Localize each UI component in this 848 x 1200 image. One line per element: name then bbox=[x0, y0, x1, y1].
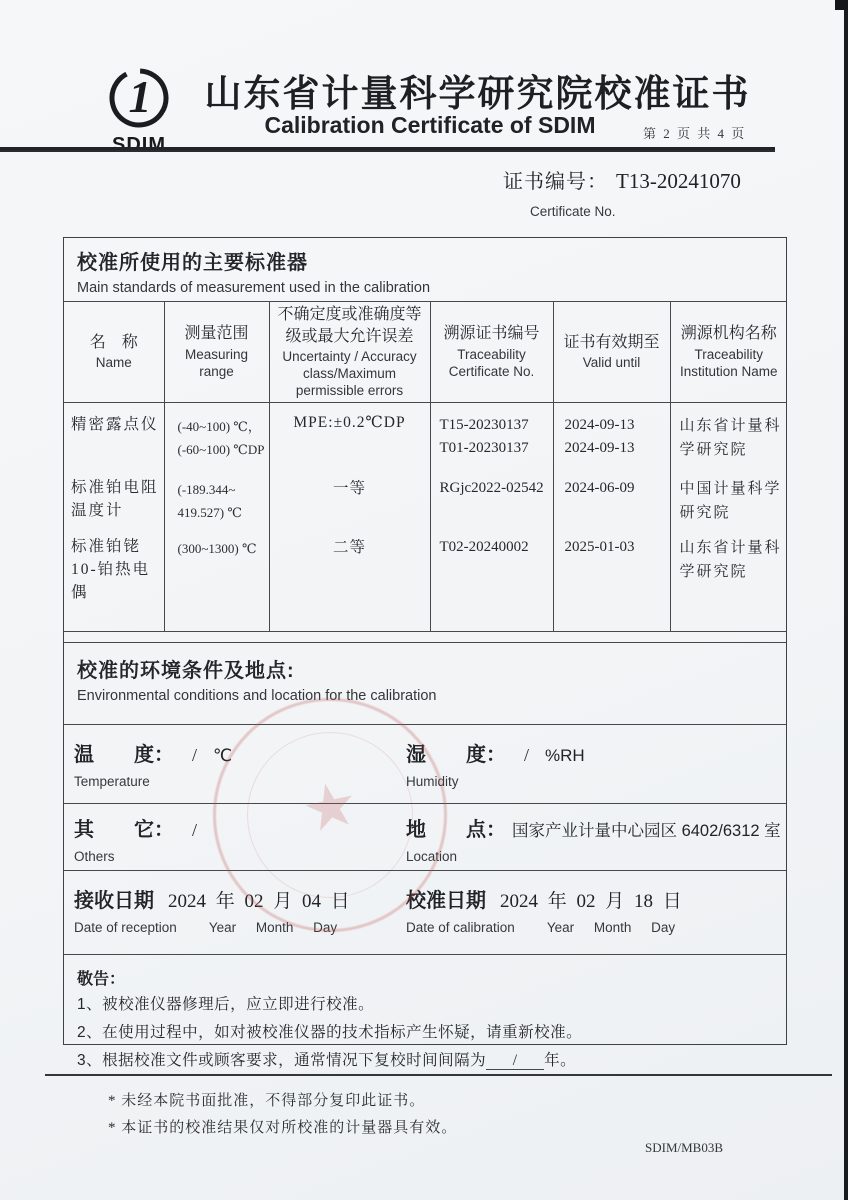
humidity-cell bbox=[406, 725, 786, 803]
form-code: SDIM/MB03B bbox=[645, 1140, 724, 1155]
calibration-units-en: Year Month Day bbox=[546, 919, 676, 935]
reception-date-label-en bbox=[74, 920, 406, 935]
scan-edge-right bbox=[844, 0, 848, 1200]
col-header-range bbox=[164, 302, 269, 402]
certificate-number-label-cn: 证书编号： bbox=[503, 171, 608, 193]
notice-title: 敬告： bbox=[77, 970, 126, 988]
environment-section-title bbox=[64, 642, 786, 725]
standards-header-row bbox=[64, 302, 787, 402]
humidity-line bbox=[406, 738, 786, 767]
header-divider bbox=[0, 147, 775, 152]
scan-corner-top-right bbox=[835, 0, 848, 10]
calibration-date-cell bbox=[406, 871, 786, 954]
col-header-institution bbox=[670, 302, 787, 402]
location-value: 国家产业计量中心园区 6402/6312 室 bbox=[512, 821, 781, 840]
logo-text: SDIM bbox=[112, 134, 166, 156]
form-box bbox=[63, 237, 787, 1069]
standards-title-en: Main standards of measurement used in the calibration bbox=[77, 280, 431, 296]
notice-item-1: 1、被校准仪器修理后，应立即进行校准。 bbox=[77, 995, 375, 1013]
others-line bbox=[74, 813, 406, 842]
measuring-range: (300~1300) ℃ bbox=[177, 541, 257, 557]
footer-divider bbox=[45, 1074, 832, 1076]
range-line: 419.527) ℃ bbox=[177, 505, 242, 521]
reception-units-en: Year Month Day bbox=[208, 919, 338, 935]
location-line bbox=[406, 813, 786, 842]
cert-no-line: T15-20230137 bbox=[439, 416, 529, 433]
standards-table bbox=[64, 302, 787, 632]
reception-date-line bbox=[74, 884, 406, 913]
logo-numeral: 1 bbox=[128, 71, 152, 122]
others-label-en: Others bbox=[74, 848, 115, 864]
standards-section-title bbox=[64, 238, 786, 302]
col-valid-en: Valid until bbox=[582, 355, 641, 371]
certificate-number-block bbox=[503, 165, 741, 219]
calibration-date-value: 2024 年 02 月 18 日 bbox=[500, 890, 682, 912]
traceability-cert-no bbox=[431, 408, 553, 460]
col-header-name bbox=[64, 302, 164, 402]
others-value: / bbox=[192, 819, 198, 840]
range-line: (-40~100) ℃， bbox=[177, 418, 261, 434]
dates-row bbox=[64, 871, 786, 955]
col-name-cn: 名 称 bbox=[89, 333, 138, 351]
recalibration-interval-blank: / bbox=[486, 1052, 544, 1070]
valid-until: 2025-01-03 bbox=[564, 539, 635, 556]
temperature-humidity-row bbox=[64, 725, 786, 804]
others-cell bbox=[74, 804, 406, 870]
footnote-2: * 本证书的校准结果仅对所校准的计量器具有效。 bbox=[108, 1120, 458, 1136]
reception-date-cell bbox=[74, 871, 406, 954]
valid-until bbox=[554, 408, 670, 460]
reception-date-label-cn: 接收日期 bbox=[74, 889, 154, 912]
col-header-valid-until bbox=[553, 302, 670, 402]
notice-section bbox=[64, 955, 786, 1073]
certificate-number-label-en: Certificate No. bbox=[530, 204, 616, 219]
measuring-range bbox=[165, 471, 269, 524]
range-line: (-189.344~ bbox=[177, 482, 236, 498]
traceability-cert-no: RGjc2022-02542 bbox=[439, 480, 544, 497]
standard-name: 标准铂电阻温度计 bbox=[71, 479, 159, 520]
col-header-cert-no bbox=[430, 302, 553, 402]
range-line: (-60~100) ℃DP bbox=[177, 441, 265, 457]
uncertainty: MPE:±0.2℃DP bbox=[293, 413, 406, 431]
temperature-cell bbox=[74, 725, 406, 803]
reception-en-text: Date of reception bbox=[74, 919, 177, 935]
location-label-en: Location bbox=[406, 848, 458, 864]
environment-title-en: Environmental conditions and location for the calibration bbox=[77, 687, 437, 704]
cert-no-line: T01-20230137 bbox=[439, 439, 529, 456]
humidity-label-en: Humidity bbox=[406, 773, 459, 789]
calibration-en-text: Date of calibration bbox=[406, 919, 515, 935]
institution: 山东省计量科学研究院 bbox=[679, 540, 782, 581]
col-name-en: Name bbox=[95, 355, 132, 371]
standards-title-cn: 校准所使用的主要标准器 bbox=[77, 252, 308, 274]
col-range-en: Measuring range bbox=[184, 346, 249, 379]
col-cert-no-cn: 溯源证书编号 bbox=[443, 325, 540, 343]
humidity-label-cn: 湿 度： bbox=[406, 743, 506, 766]
uncertainty: 一等 bbox=[332, 480, 366, 498]
institution: 中国计量科学研究院 bbox=[679, 481, 782, 522]
sdim-logo bbox=[101, 66, 177, 157]
sdim-logo-icon bbox=[107, 66, 171, 136]
location-label-cn: 地 点： bbox=[406, 818, 506, 841]
standard-name: 标准铂铑10-铂热电偶 bbox=[71, 538, 151, 602]
col-uncertainty-cn: 不确定度或准确度等级或最大允许误差 bbox=[277, 306, 422, 345]
valid-until: 2024-06-09 bbox=[564, 480, 635, 497]
col-institution-en: Traceability Institution Name bbox=[679, 346, 778, 379]
notice-item-3-prefix: 3、根据校准文件或顾客要求，通常情况下复校时间间隔为 bbox=[77, 1051, 487, 1069]
notice-item-3 bbox=[77, 1048, 773, 1073]
valid-line: 2024-09-13 bbox=[564, 439, 635, 456]
table-row bbox=[64, 525, 787, 631]
calibration-date-label-en bbox=[406, 920, 786, 935]
standard-name: 精密露点仪 bbox=[71, 415, 159, 433]
temperature-label-cn: 温 度： bbox=[74, 743, 174, 766]
valid-line: 2024-09-13 bbox=[564, 416, 635, 433]
measuring-range bbox=[165, 408, 269, 461]
seal-star-icon: ★ bbox=[295, 767, 365, 848]
temperature-line bbox=[74, 738, 406, 767]
temperature-label-en: Temperature bbox=[74, 773, 150, 789]
location-cell bbox=[406, 804, 786, 870]
col-header-uncertainty bbox=[269, 302, 430, 402]
col-uncertainty-en: Uncertainty / Accuracy class/Maximum permissible errors bbox=[282, 349, 417, 398]
footnote-1: * 未经本院书面批准，不得部分复印此证书。 bbox=[108, 1093, 426, 1109]
footnotes bbox=[108, 1088, 457, 1142]
uncertainty: 二等 bbox=[332, 539, 366, 557]
humidity-value: / bbox=[524, 744, 530, 765]
humidity-unit: %RH bbox=[545, 745, 585, 765]
col-cert-no-en: Traceability Certificate No. bbox=[448, 346, 535, 379]
certificate-number-line bbox=[503, 165, 741, 194]
traceability-cert-no: T02-20240002 bbox=[439, 539, 529, 556]
calibration-date-label-cn: 校准日期 bbox=[406, 889, 486, 912]
environment-title-cn: 校准的环境条件及地点: bbox=[77, 659, 295, 682]
page-number: 第 2 页 共 4 页 bbox=[643, 126, 747, 141]
table-row bbox=[64, 402, 787, 466]
title-chinese: 山东省计量科学研究院校准证书 bbox=[204, 74, 751, 115]
temperature-unit: ℃ bbox=[213, 745, 233, 765]
temperature-value: / bbox=[192, 744, 198, 765]
others-label-cn: 其 它： bbox=[74, 818, 174, 841]
col-valid-cn: 证书有效期至 bbox=[563, 333, 660, 351]
table-row bbox=[64, 466, 787, 525]
calibration-date-line bbox=[406, 884, 786, 913]
title-english: Calibration Certificate of SDIM bbox=[264, 112, 596, 138]
col-institution-cn: 溯源机构名称 bbox=[680, 325, 777, 343]
certificate-number-value: T13-20241070 bbox=[616, 169, 741, 193]
notice-item-3-suffix: 年。 bbox=[544, 1051, 577, 1069]
institution: 山东省计量科学研究院 bbox=[679, 417, 782, 458]
others-location-row bbox=[64, 804, 786, 871]
notice-item-2: 2、在使用过程中，如对被校准仪器的技术指标产生怀疑，请重新校准。 bbox=[77, 1023, 583, 1041]
reception-date-value: 2024 年 02 月 04 日 bbox=[168, 890, 350, 912]
col-range-cn: 测量范围 bbox=[184, 325, 249, 343]
